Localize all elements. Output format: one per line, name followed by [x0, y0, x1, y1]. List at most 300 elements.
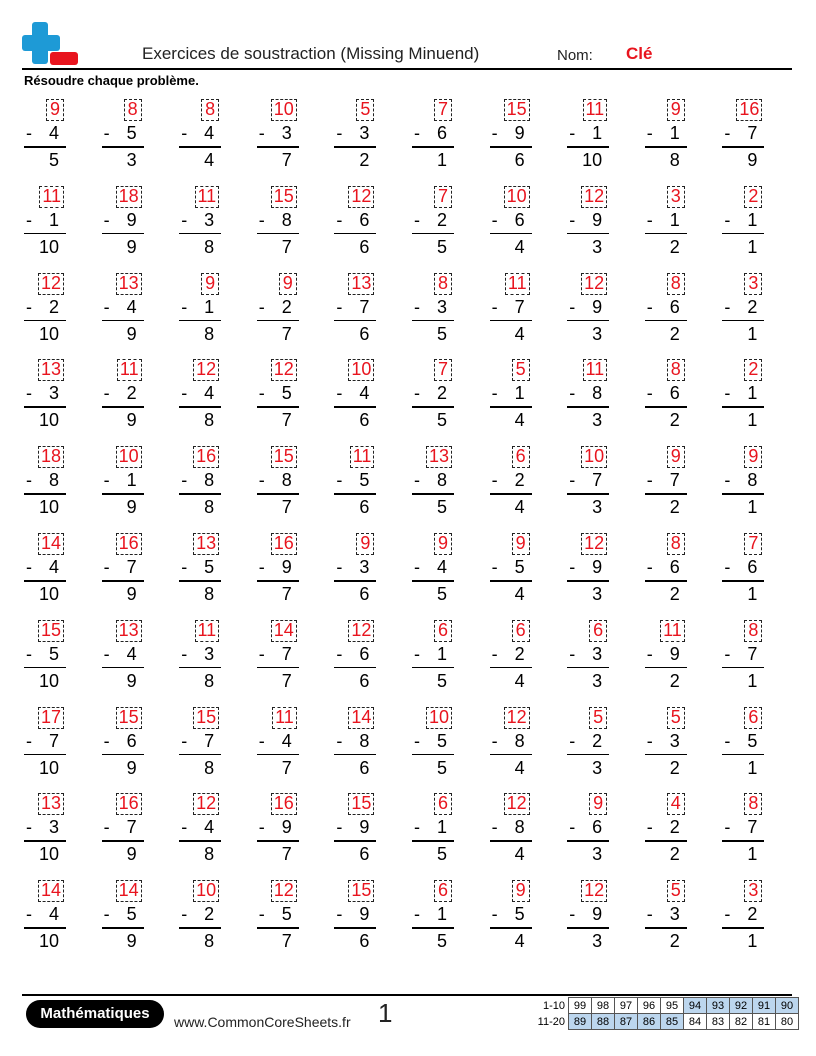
subtrahend: 4	[48, 904, 59, 925]
subtrahend: 7	[747, 123, 758, 143]
minuend-answer: 16	[193, 446, 219, 468]
problem	[643, 186, 689, 266]
problem	[720, 273, 766, 353]
score-row-label: 1-10	[542, 999, 565, 1012]
minuend-answer: 16	[116, 533, 142, 555]
problem	[720, 707, 766, 787]
subtrahend: 9	[359, 817, 370, 838]
minus-sign: -	[724, 383, 731, 404]
minus-sign: -	[336, 557, 343, 577]
minuend-answer: 12	[193, 793, 219, 815]
difference: 5	[436, 584, 447, 604]
answer-line	[334, 667, 376, 669]
minus-sign: -	[258, 817, 265, 838]
difference: 7	[281, 670, 292, 691]
minus-sign: -	[569, 730, 576, 751]
minuend-answer: 5	[667, 880, 685, 902]
minuend-answer: 7	[434, 359, 452, 381]
answer-line	[24, 493, 66, 495]
subtrahend: 8	[592, 383, 603, 404]
answer-line	[102, 406, 144, 408]
answer-line	[722, 927, 764, 929]
difference: 10	[38, 497, 59, 518]
subtrahend: 3	[669, 904, 680, 925]
minuend-answer: 9	[667, 99, 685, 121]
problem	[488, 880, 534, 960]
minus-sign: -	[724, 904, 731, 925]
minuend-answer: 9	[279, 273, 297, 295]
problem	[332, 533, 378, 613]
name-label: Nom:	[557, 47, 593, 64]
difference: 10	[38, 236, 59, 257]
subtrahend: 9	[281, 817, 292, 838]
difference: 1	[747, 323, 758, 344]
difference: 2	[669, 670, 680, 691]
minus-sign: -	[103, 123, 110, 143]
problem	[332, 880, 378, 960]
answer-line	[257, 233, 299, 235]
problem	[100, 446, 146, 526]
problem	[565, 186, 611, 266]
answer-line	[257, 146, 299, 148]
problem	[410, 359, 456, 439]
difference: 4	[514, 931, 525, 952]
problem	[177, 880, 223, 960]
answer-line	[645, 667, 687, 669]
subtrahend: 3	[359, 123, 370, 143]
difference: 6	[359, 323, 370, 344]
problem	[720, 533, 766, 613]
problem	[565, 880, 611, 960]
score-cell: 87	[615, 1014, 638, 1030]
minus-sign: -	[258, 643, 265, 664]
minus-sign: -	[569, 470, 576, 491]
minuend-answer: 5	[356, 99, 374, 121]
problem	[643, 880, 689, 960]
problem	[100, 273, 146, 353]
score-cell: 99	[569, 998, 592, 1014]
minus-sign: -	[103, 730, 110, 751]
difference: 1	[747, 497, 758, 518]
problem	[255, 533, 301, 613]
minus-sign: -	[336, 470, 343, 491]
answer-line	[567, 320, 609, 322]
minuend-answer: 7	[744, 533, 762, 555]
problem	[100, 880, 146, 960]
difference: 1	[747, 931, 758, 952]
subtrahend: 5	[436, 730, 447, 751]
subtrahend: 4	[126, 296, 137, 317]
subtrahend: 4	[126, 643, 137, 664]
minus-sign: -	[646, 123, 653, 143]
difference: 2	[669, 236, 680, 257]
subtrahend: 5	[747, 730, 758, 751]
answer-line	[102, 927, 144, 929]
subtrahend: 3	[669, 730, 680, 751]
answer-line	[334, 927, 376, 929]
minuend-answer: 4	[667, 793, 685, 815]
minuend-answer: 16	[271, 793, 297, 815]
problem	[255, 446, 301, 526]
minus-sign: -	[103, 904, 110, 925]
difference: 7	[281, 844, 292, 865]
difference: 4	[514, 410, 525, 431]
problem	[100, 707, 146, 787]
answer-line	[490, 580, 532, 582]
minuend-answer: 11	[660, 620, 685, 642]
answer-line	[257, 927, 299, 929]
difference: 7	[281, 584, 292, 604]
subtrahend: 8	[281, 209, 292, 230]
difference: 7	[281, 497, 292, 518]
subtrahend: 7	[359, 296, 370, 317]
answer-line	[645, 580, 687, 582]
minuend-answer: 16	[736, 99, 762, 121]
difference: 9	[126, 323, 137, 344]
problem	[332, 793, 378, 873]
minus-sign: -	[336, 383, 343, 404]
minuend-answer: 11	[117, 359, 142, 381]
answer-key-label: Clé	[626, 44, 653, 63]
minuend-answer: 6	[434, 793, 452, 815]
subtrahend: 1	[204, 296, 215, 317]
subtrahend: 9	[592, 904, 603, 925]
difference: 5	[436, 323, 447, 344]
subtrahend: 2	[669, 817, 680, 838]
subtrahend: 7	[747, 817, 758, 838]
problem	[488, 186, 534, 266]
instructions: Résoudre chaque problème.	[24, 73, 199, 88]
answer-line	[334, 146, 376, 148]
problem	[22, 99, 68, 179]
minus-sign: -	[491, 383, 498, 404]
minuend-answer: 12	[581, 186, 607, 208]
minuend-answer: 13	[193, 533, 219, 555]
minuend-answer: 13	[426, 446, 452, 468]
minus-sign: -	[336, 730, 343, 751]
score-cell: 95	[661, 998, 684, 1014]
minus-sign: -	[569, 817, 576, 838]
minuend-answer: 12	[348, 620, 374, 642]
minuend-answer: 15	[504, 99, 530, 121]
subtrahend: 2	[514, 643, 525, 664]
answer-line	[102, 320, 144, 322]
minus-sign: -	[414, 557, 420, 577]
minus-sign: -	[569, 209, 576, 230]
minus-sign: -	[414, 470, 420, 491]
answer-line	[102, 493, 144, 495]
answer-line	[567, 580, 609, 582]
minus-sign: -	[414, 296, 420, 317]
page-number: 1	[378, 998, 393, 1028]
minus-sign: -	[491, 904, 498, 925]
answer-line	[24, 840, 66, 842]
difference: 6	[359, 584, 370, 604]
problem	[255, 99, 301, 179]
minuend-answer: 5	[512, 359, 530, 381]
answer-line	[257, 754, 299, 756]
minuend-answer: 18	[116, 186, 142, 208]
minuend-answer: 5	[667, 707, 685, 729]
difference: 3	[592, 584, 603, 604]
minus-sign: -	[26, 817, 32, 838]
problem	[410, 99, 456, 179]
answer-line	[179, 493, 221, 495]
answer-line	[490, 754, 532, 756]
problem	[720, 446, 766, 526]
difference: 9	[126, 757, 137, 778]
score-cell: 88	[592, 1014, 615, 1030]
answer-line	[567, 146, 609, 148]
difference: 6	[359, 410, 370, 431]
answer-line	[412, 754, 454, 756]
subtrahend: 9	[669, 643, 680, 664]
problem	[410, 446, 456, 526]
minus-sign: -	[181, 470, 188, 491]
minuend-answer: 3	[744, 880, 762, 902]
minus-sign: -	[258, 730, 265, 751]
minuend-answer: 7	[434, 99, 452, 121]
problem	[565, 793, 611, 873]
answer-line	[102, 146, 144, 148]
subtrahend: 5	[514, 904, 525, 925]
answer-line	[334, 406, 376, 408]
subtrahend: 2	[436, 383, 447, 404]
problem	[100, 186, 146, 266]
minuend-answer: 18	[38, 446, 64, 468]
minus-sign: -	[724, 470, 731, 491]
minuend-answer: 12	[504, 793, 530, 815]
difference: 4	[514, 757, 525, 778]
minus-sign: -	[26, 123, 32, 143]
subtrahend: 1	[747, 383, 758, 404]
subtrahend: 3	[281, 123, 292, 143]
minus-sign: -	[26, 383, 32, 404]
difference: 9	[126, 236, 137, 257]
minus-sign: -	[414, 817, 420, 838]
subtrahend: 1	[436, 904, 447, 925]
difference: 10	[38, 584, 59, 604]
minuend-answer: 9	[46, 99, 64, 121]
answer-line	[179, 233, 221, 235]
problem	[488, 620, 534, 700]
minuend-answer: 5	[589, 707, 607, 729]
problem	[332, 359, 378, 439]
problem	[177, 533, 223, 613]
difference: 8	[204, 931, 215, 952]
minuend-answer: 17	[38, 707, 64, 729]
difference: 6	[359, 757, 370, 778]
answer-line	[102, 233, 144, 235]
subtrahend: 5	[359, 470, 370, 491]
minus-sign: -	[258, 383, 265, 404]
minus-sign: -	[336, 643, 343, 664]
minuend-answer: 11	[39, 186, 64, 208]
difference: 4	[204, 150, 215, 170]
subtrahend: 3	[592, 643, 603, 664]
subtrahend: 8	[281, 470, 292, 491]
minuend-answer: 13	[348, 273, 374, 295]
answer-line	[722, 406, 764, 408]
difference: 9	[126, 931, 137, 952]
answer-line	[722, 580, 764, 582]
subtrahend: 7	[281, 643, 292, 664]
minuend-answer: 15	[348, 880, 374, 902]
subtrahend: 4	[204, 817, 215, 838]
minuend-answer: 15	[116, 707, 142, 729]
difference: 3	[592, 670, 603, 691]
subtrahend: 9	[592, 557, 603, 577]
subtrahend: 2	[436, 209, 447, 230]
difference: 3	[592, 236, 603, 257]
subtrahend: 2	[747, 296, 758, 317]
minus-sign: -	[646, 904, 653, 925]
minuend-answer: 6	[434, 880, 452, 902]
difference: 10	[38, 844, 59, 865]
subtrahend: 4	[281, 730, 292, 751]
problem	[410, 880, 456, 960]
subtrahend: 6	[514, 209, 525, 230]
score-cell: 83	[707, 1014, 730, 1030]
problem	[643, 707, 689, 787]
minus-sign: -	[181, 383, 188, 404]
problem	[488, 359, 534, 439]
difference: 2	[669, 931, 680, 952]
subtrahend: 1	[592, 123, 603, 143]
answer-line	[412, 840, 454, 842]
subtrahend: 5	[48, 643, 59, 664]
answer-line	[24, 667, 66, 669]
minus-sign: -	[569, 383, 576, 404]
minuend-answer: 11	[583, 359, 608, 381]
difference: 2	[669, 757, 680, 778]
answer-line	[567, 927, 609, 929]
minuend-answer: 12	[581, 880, 607, 902]
minus-sign: -	[724, 730, 731, 751]
minus-sign: -	[569, 296, 576, 317]
problem	[410, 533, 456, 613]
minus-sign: -	[103, 817, 110, 838]
problem	[720, 620, 766, 700]
difference: 8	[204, 410, 215, 431]
problem	[332, 99, 378, 179]
answer-line	[412, 406, 454, 408]
difference: 1	[747, 844, 758, 865]
problem	[565, 99, 611, 179]
minus-sign: -	[646, 643, 653, 664]
answer-line	[24, 233, 66, 235]
subtrahend: 1	[669, 123, 680, 143]
site-url: www.CommonCoreSheets.fr	[174, 1014, 351, 1030]
minus-sign: -	[491, 730, 498, 751]
subtrahend: 9	[592, 209, 603, 230]
difference: 8	[204, 584, 215, 604]
minus-sign: -	[724, 123, 731, 143]
answer-line	[179, 840, 221, 842]
answer-line	[24, 927, 66, 929]
minus-sign: -	[181, 296, 188, 317]
answer-line	[257, 840, 299, 842]
subtrahend: 6	[359, 643, 370, 664]
minuend-answer: 12	[271, 880, 297, 902]
minuend-answer: 6	[744, 707, 762, 729]
subtrahend: 2	[126, 383, 137, 404]
minus-sign: -	[258, 296, 265, 317]
subtrahend: 5	[281, 383, 292, 404]
minuend-answer: 10	[193, 880, 219, 902]
problem	[488, 99, 534, 179]
problem	[22, 273, 68, 353]
minus-sign: -	[491, 209, 498, 230]
minus-sign: -	[646, 296, 653, 317]
minus-sign: -	[724, 296, 731, 317]
minus-sign: -	[258, 123, 265, 143]
subtrahend: 6	[669, 383, 680, 404]
minuend-answer: 6	[589, 620, 607, 642]
subtrahend: 6	[592, 817, 603, 838]
minus-sign: -	[646, 817, 653, 838]
minuend-answer: 8	[744, 793, 762, 815]
subtrahend: 8	[514, 817, 525, 838]
problem	[643, 533, 689, 613]
problem	[643, 620, 689, 700]
subtrahend: 7	[669, 470, 680, 491]
minus-sign: -	[646, 470, 653, 491]
minuend-answer: 12	[193, 359, 219, 381]
minus-sign: -	[103, 296, 110, 317]
score-cell: 94	[684, 998, 707, 1014]
subtrahend: 2	[48, 296, 59, 317]
problem	[643, 793, 689, 873]
problem	[255, 620, 301, 700]
minus-sign: -	[26, 470, 32, 491]
answer-line	[257, 667, 299, 669]
problem	[488, 793, 534, 873]
difference: 10	[38, 670, 59, 691]
score-cell: 92	[730, 998, 753, 1014]
minuend-answer: 13	[116, 620, 142, 642]
answer-line	[334, 580, 376, 582]
minuend-answer: 6	[512, 620, 530, 642]
minus-sign: -	[724, 209, 731, 230]
problem	[643, 446, 689, 526]
answer-line	[334, 493, 376, 495]
problem	[720, 880, 766, 960]
minuend-answer: 10	[581, 446, 607, 468]
minuend-answer: 16	[271, 533, 297, 555]
minus-sign: -	[646, 557, 653, 577]
minuend-answer: 14	[38, 533, 64, 555]
logo-icon	[22, 22, 78, 66]
answer-line	[722, 754, 764, 756]
answer-line	[102, 754, 144, 756]
problem	[488, 533, 534, 613]
minuend-answer: 10	[271, 99, 297, 121]
minus-sign: -	[103, 383, 110, 404]
subtrahend: 6	[669, 557, 680, 577]
difference: 7	[281, 323, 292, 344]
minus-sign: -	[569, 557, 576, 577]
subtrahend: 8	[514, 730, 525, 751]
minuend-answer: 11	[583, 99, 608, 121]
minus-sign: -	[336, 904, 343, 925]
problem	[720, 793, 766, 873]
difference: 2	[669, 584, 680, 604]
minus-sign: -	[414, 383, 420, 404]
minuend-answer: 11	[195, 186, 220, 208]
answer-line	[645, 320, 687, 322]
subtrahend: 5	[281, 904, 292, 925]
